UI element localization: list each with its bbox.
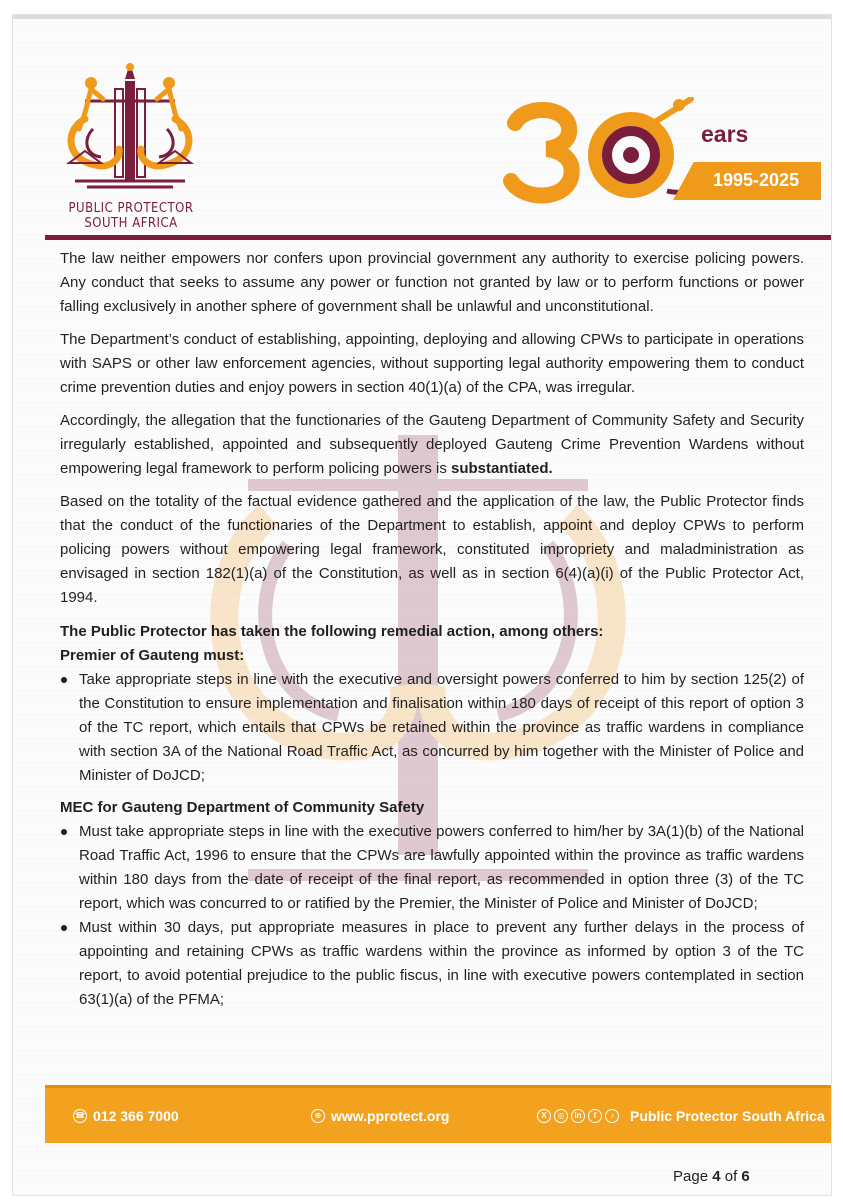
footer-org-name: Public Protector South Africa: [630, 1108, 825, 1124]
footer-website[interactable]: [311, 1108, 449, 1124]
page-number: [673, 1168, 750, 1185]
header-divider: [45, 235, 831, 240]
document-body: [60, 247, 804, 1012]
scales-emblem-icon: [55, 59, 205, 195]
document-page: [12, 14, 832, 1196]
anniversary-years: 1995-2025: [713, 170, 800, 190]
phone-icon: ☎: [73, 1109, 87, 1123]
finding-substantiated: substantiated.: [451, 460, 553, 477]
instagram-icon[interactable]: ◎: [554, 1109, 568, 1123]
anniversary-ears-text: ears: [701, 121, 749, 147]
x-icon[interactable]: X: [537, 1109, 551, 1123]
linkedin-icon[interactable]: in: [571, 1109, 585, 1123]
list-item: Must within 30 days, put appropriate measures in place to prevent any further delays in the process of appointing and retaining CPWs as traffic wardens within the province as informed by option 3 of the TC report, to avoid potential prejudice to the public fiscus, in line with executive powers contemplated in section 63(1)(a) of the PFMA;: [60, 916, 804, 1012]
footer-phone-number: 012 366 7000: [93, 1108, 179, 1124]
globe-icon: ⊕: [311, 1109, 325, 1123]
public-protector-logo: [51, 59, 211, 237]
footer-social: [537, 1108, 825, 1124]
paragraph-department-conduct: The Department’s conduct of establishing, appointing, deploying and allowing CPWs to participate in operations with SAPS or other law enforcement agencies, without supporting legal authority empowering them to conduct crime prevention duties and enjoy powers in section 40(1)(a) of the CPA, was irregular.: [60, 331, 804, 396]
page-current: 4: [712, 1168, 721, 1185]
paragraph-allegation-finding: [60, 409, 804, 481]
list-item: Must take appropriate steps in line with the executive powers conferred to him/her by 3A(1)(b) of the National Road Traffic Act, 1996 to ensure that the CPWs are lawfully appointed within the province as traffic wardens within 180 days from the date of receipt of the final report, as recommended in option three (3) of the TC report, which was concurred to or ratified by the Premier, the Minister of Police and Minister of DoJCD;: [60, 820, 804, 916]
logo-line-1: PUBLIC PROTECTOR: [68, 201, 194, 216]
footer-top-line: [45, 1085, 831, 1088]
footer-website-url: www.pprotect.org: [331, 1108, 450, 1124]
page-prefix: Page: [673, 1168, 709, 1185]
footer-phone[interactable]: [73, 1108, 179, 1124]
page-of: of: [724, 1168, 738, 1185]
paragraph-policing-powers: The law neither empowers nor confers upon provincial government any authority to exercise policing powers. Any conduct that seeks to assume any power or function not granted by law or to perform functions or power falling exclusively in another sphere of government shall be unlawful and unconstitutional.: [60, 250, 804, 315]
logo-line-2: SOUTH AFRICA: [84, 216, 178, 231]
paragraph-maladministration: Based on the totality of the factual evidence gathered and the application of the law, the Public Protector finds that the conduct of the functionaries of the Department to establish, appoint and deploy CPWs to perform policing powers without empowering legal framework, constituted impropriety and maladministration as envisaged in section 182(1)(a) of the Constitution, as well as in section 6(4)(a)(i) of the Public Protector Act, 1994.: [60, 493, 804, 606]
allegation-text: Accordingly, the allegation that the functionaries of the Gauteng Department of Community Safety and Security irregularly established, appointed and subsequently deployed Gauteng Crime Prevention Wardens without empowering legal framework to perform policing powers is: [60, 412, 804, 477]
footer-bar: [45, 1085, 831, 1143]
remedial-action-heading: The Public Protector has taken the following remedial action, among others:: [60, 623, 604, 640]
mec-heading: MEC for Gauteng Department of Community Safety: [60, 799, 425, 816]
logo-wordmark: [51, 201, 211, 231]
anniversary-mark: [503, 97, 833, 207]
page-total: 6: [741, 1168, 750, 1185]
page-top-edge: [13, 15, 831, 19]
premier-actions-list: [60, 668, 804, 788]
facebook-icon[interactable]: f: [588, 1109, 602, 1123]
tiktok-icon[interactable]: ♪: [605, 1109, 619, 1123]
list-item: Take appropriate steps in line with the executive and oversight powers conferred to him by section 125(2) of the Constitution to ensure implementation and finalisation within 180 days of receipt of this report of option 3 of the TC report, which entails that CPWs be retained within the province as traffic wardens in compliance with section 3A of the National Road Traffic Act, as concurred by him together with the Minister of Police and Minister of DoJCD;: [60, 668, 804, 788]
premier-heading: Premier of Gauteng must:: [60, 647, 245, 664]
mec-actions-list: [60, 820, 804, 1012]
